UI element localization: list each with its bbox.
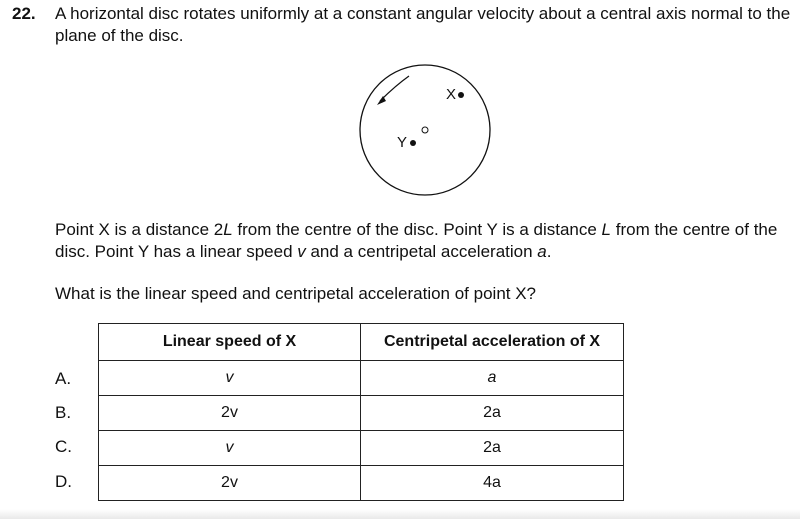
question-number: 22. <box>12 4 36 23</box>
option-letter-d: D. <box>55 472 72 491</box>
speed-cell: v <box>99 361 361 396</box>
header-centripetal-acceleration: Centripetal acceleration of X <box>361 324 624 361</box>
option-letter-b: B. <box>55 403 72 422</box>
table-header-row <box>99 324 624 361</box>
point-x-dot <box>458 92 464 98</box>
option-letter-a: A. <box>55 369 72 388</box>
disc-diagram <box>350 58 500 203</box>
point-x-label: X <box>446 86 457 103</box>
page-bottom-edge <box>0 509 800 519</box>
table-row <box>99 466 624 501</box>
accel-cell: 2a <box>361 396 624 431</box>
question-prompt: What is the linear speed and centripetal acceleration of point X? <box>55 284 537 303</box>
option-letter-c: C. <box>55 437 72 456</box>
point-y-label: Y <box>397 134 408 151</box>
rotation-arrowhead <box>377 96 386 105</box>
centre-marker <box>422 127 428 133</box>
point-y-dot <box>410 140 416 146</box>
accel-cell: 4a <box>361 466 624 501</box>
disc-figure <box>350 58 500 203</box>
table-row <box>99 431 624 466</box>
header-linear-speed: Linear speed of X <box>99 324 361 361</box>
speed-cell: 2v <box>99 466 361 501</box>
table-row <box>99 361 624 396</box>
speed-cell: v <box>99 431 361 466</box>
accel-cell: a <box>361 361 624 396</box>
answer-table <box>98 323 624 501</box>
table-row <box>99 396 624 431</box>
disc-outline <box>360 65 490 195</box>
question-text: A horizontal disc rotates uniformly at a constant angular velocity about a central axis normal to the plane of the disc. <box>55 4 791 45</box>
problem-statement: Point X is a distance 2L from the centre of the disc. Point Y is a distance L from the centre of the disc. Point Y has a linear speed v and a centripetal acceleration a. <box>55 220 778 261</box>
accel-cell: 2a <box>361 431 624 466</box>
speed-cell: 2v <box>99 396 361 431</box>
